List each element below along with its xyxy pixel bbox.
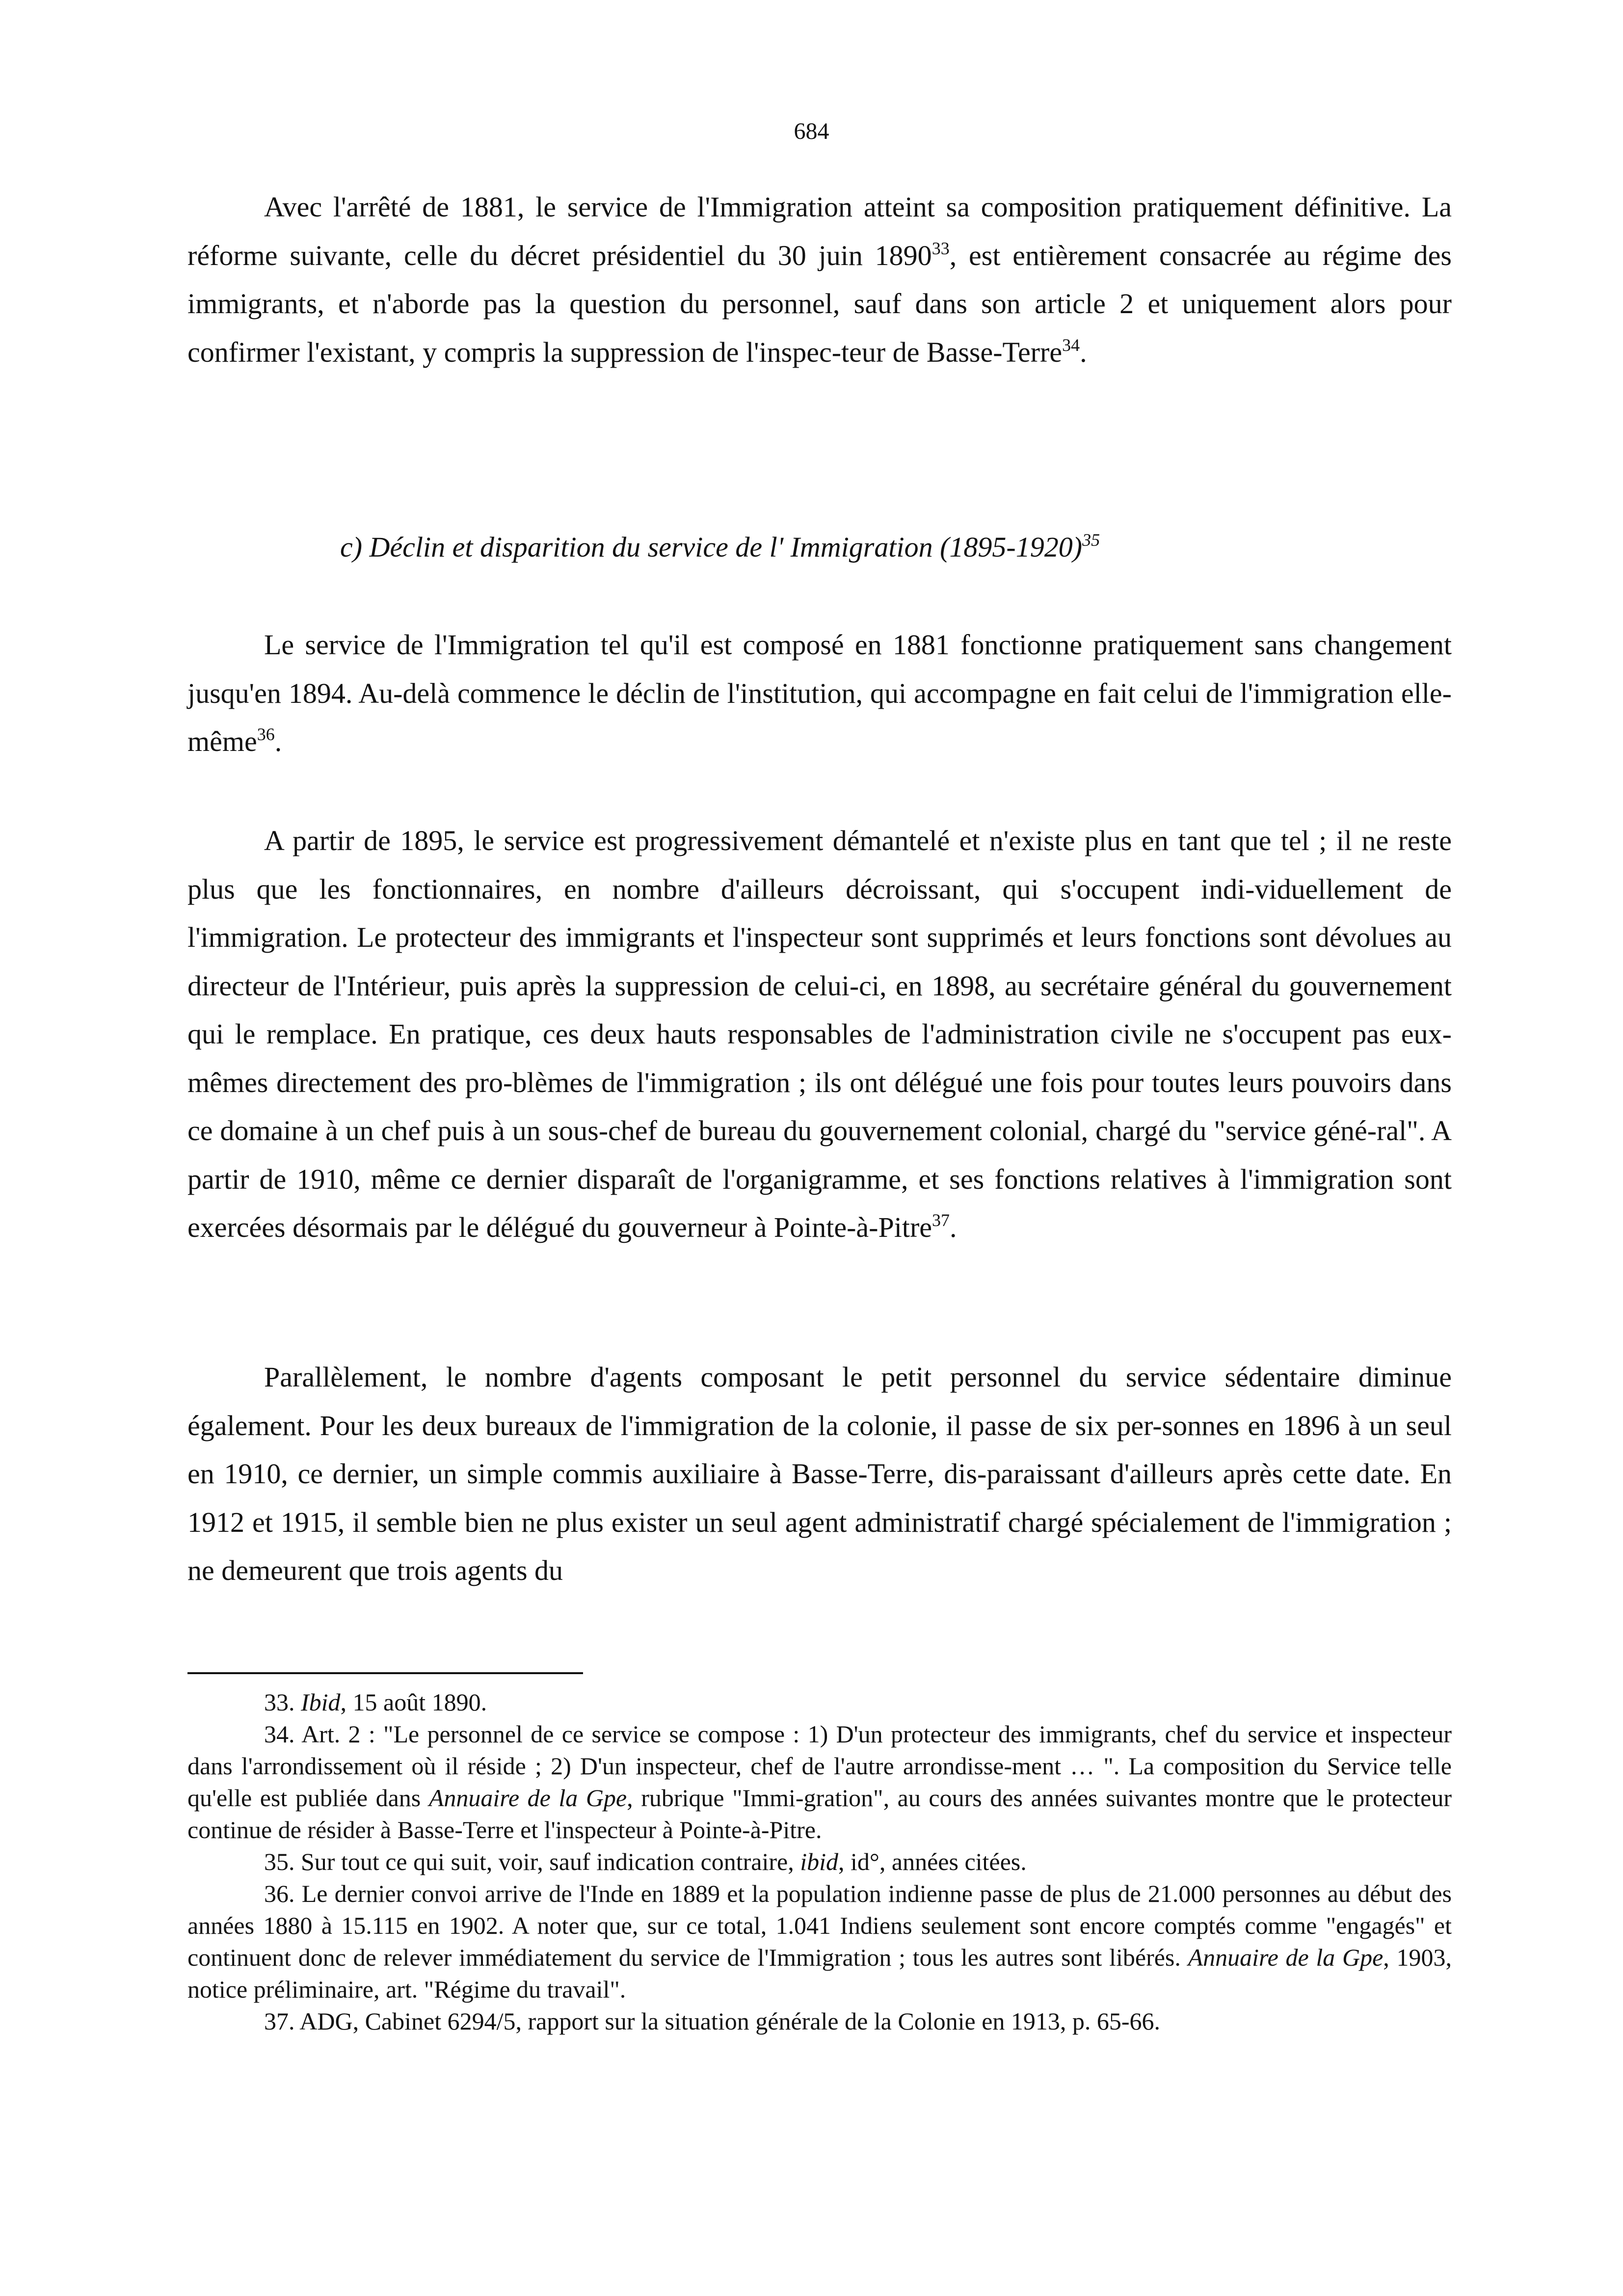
footnote-text: Le dernier convoi arrive de l'Inde en 1889 et la population indienne passe de plus de 21.000 personnes au début des années 1880 à 15.115 en 1902. A noter que, sur ce total, 1.041 Indiens seulement sont encore comptés comme "engagés" et continuent donc de relever immédiatement du service de l'Immigration ; tous les autres sont libérés. [187, 1880, 1452, 1971]
footnote-text: , rubrique "Immi-gration", au cours des années suivantes montre que le protecteur continue de résider à Basse-Terre et l'inspecteur à Pointe-à-Pitre. [187, 1784, 1452, 1843]
paragraph-2-text [187, 621, 1452, 766]
footnote-text: Sur tout ce qui suit, voir, sauf indication contraire, [301, 1848, 800, 1875]
footnote-text: ADG, Cabinet 6294/5, rapport sur la situation générale de la Colonie en 1913, p. 65-66. [299, 2007, 1161, 2035]
paragraph-1-text-b: , est entièrement consacrée au régime des immigrants, et n'aborde pas la question du personnel, sauf dans son article 2 et uniquement alors pour confirmer l'existant, y compris la suppression de l'inspec-teur de Basse-Terre [187, 239, 1452, 368]
footnote-text: , 15 août 1890. [340, 1688, 487, 1716]
footnote-italic: ibid [800, 1848, 839, 1875]
footnote-italic: Annuaire de la Gpe [428, 1784, 627, 1812]
paragraph-2 [187, 621, 1452, 766]
footnote-text: , 1903, notice préliminaire, art. "Régime du travail". [187, 1944, 1452, 2003]
footnote-number: 34. [264, 1720, 295, 1748]
footnote-36 [187, 1878, 1452, 2005]
paragraph-1 [187, 183, 1452, 376]
footnote-number: 37. [264, 2007, 295, 2035]
paragraph-1-text [187, 183, 1452, 376]
paragraph-2-text-a: Le service de l'Immigration tel qu'il est composé en 1881 fonctionne pratiquement sans changement jusqu'en 1894. Au-delà commence le déclin de l'institution, qui accompagne en fait celui de l'immigration elle-même [187, 629, 1452, 757]
footnote-italic: Ibid [301, 1688, 341, 1716]
paragraph-1-text-c: . [1080, 336, 1087, 368]
footnote-number: 35. [264, 1848, 295, 1875]
paragraph-2-text-b: . [274, 725, 282, 757]
paragraph-1-text-a: Avec l'arrêté de 1881, le service de l'Immigration atteint sa composition pratiquement définitive. La réforme suivante, celle du décret présidentiel du 30 juin 1890 [187, 191, 1452, 271]
footnote-ref-33: 33 [931, 238, 950, 258]
section-subtitle-text: c) Déclin et disparition du service de l' Immigration (1895-1920) [340, 531, 1083, 563]
paragraph-3 [187, 817, 1452, 1252]
footnote-37 [187, 2005, 1452, 2037]
page-number: 684 [794, 118, 829, 144]
footnotes [187, 1686, 1452, 2037]
paragraph-4 [187, 1353, 1452, 1595]
footnote-33 [187, 1686, 1452, 1718]
paragraph-3-text-b: . [950, 1211, 957, 1243]
paragraph-3-text-a: A partir de 1895, le service est progressivement démantelé et n'existe plus en tant que tel ; il ne reste plus que les fonctionnaires, en nombre d'ailleurs décroissant, qui s'occupent indi-viduellement de l'immigration. Le protecteur des immigrants et l'inspecteur sont supprimés et leurs fonctions sont dévolues au directeur de l'Intérieur, puis après la suppression de celui-ci, en 1898, au secrétaire général du gouvernement qui le remplace. En pratique, ces deux hauts responsables de l'administration civile ne s'occupent pas eux-mêmes directement des pro-blèmes de l'immigration ; ils ont délégué une fois pour toutes leurs pouvoirs dans ce domaine à un chef puis à un sous-chef de bureau du gouvernement colonial, chargé du "service géné-ral". A partir de 1910, même ce dernier disparaît de l'organigramme, et ses fonctions relatives à l'immigration sont exercées désormais par le délégué du gouverneur à Pointe-à-Pitre [187, 825, 1452, 1243]
section-subtitle [340, 523, 1469, 571]
footnote-ref-34: 34 [1062, 335, 1080, 355]
paragraph-4-text: Parallèlement, le nombre d'agents composant le petit personnel du service sédentaire diminue également. Pour les deux bureaux de l'immigration de la colonie, il passe de six per-sonnes en 1896 à un seul en 1910, ce dernier, un simple commis auxiliaire à Basse-Terre, dis-paraissant d'ailleurs après cette date. En 1912 et 1915, il semble bien ne plus exister un seul agent administratif chargé spécialement de l'immigration ; ne demeurent que trois agents du [187, 1361, 1452, 1586]
footnote-35 [187, 1846, 1452, 1878]
footnote-separator [187, 1672, 583, 1674]
paragraph-3-text [187, 817, 1452, 1252]
footnote-italic: Annuaire de la Gpe [1188, 1944, 1384, 1971]
footnote-number: 33. [264, 1688, 295, 1716]
footnote-34 [187, 1718, 1452, 1846]
footnote-number: 36. [264, 1880, 295, 1907]
footnote-ref-37: 37 [932, 1210, 950, 1230]
footnote-text: , id°, années citées. [838, 1848, 1027, 1875]
footnote-ref-35: 35 [1082, 530, 1100, 550]
footnote-text: Art. 2 : "Le personnel de ce service se compose : 1) D'un protecteur des immigrants, chef du service et inspecteur dans l'arrondissement où il réside ; 2) D'un inspecteur, chef de l'autre arrondisse-ment … ". La composition du Service telle qu'elle est publiée dans [187, 1720, 1452, 1812]
footnote-ref-36: 36 [257, 724, 275, 744]
